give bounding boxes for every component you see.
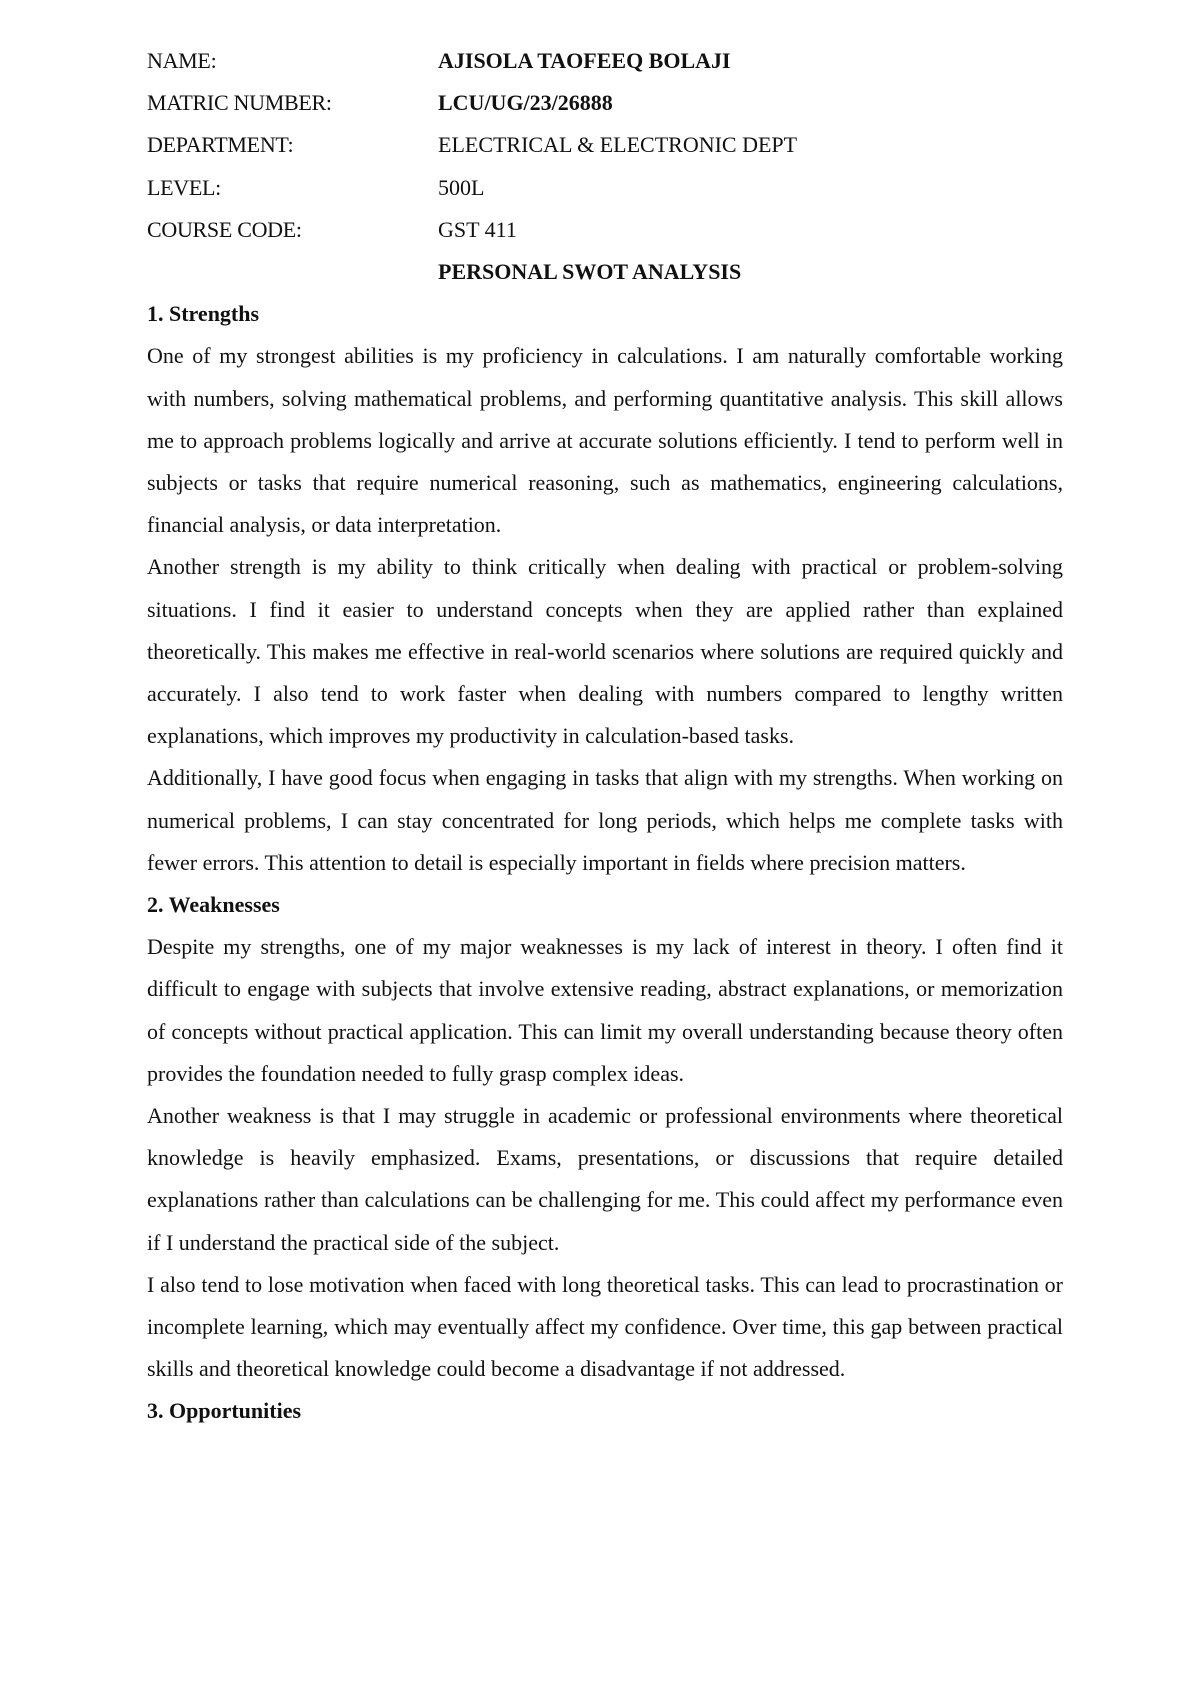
student-info — [147, 40, 1063, 251]
info-value: AJISOLA TAOFEEQ BOLAJI — [438, 48, 731, 73]
info-row-course-code — [147, 209, 1063, 251]
info-row-name — [147, 40, 1063, 82]
section-heading: 1. Strengths — [147, 301, 260, 327]
section-heading: 3. Opportunities — [147, 1398, 302, 1424]
info-value: ELECTRICAL & ELECTRONIC DEPT — [438, 132, 798, 158]
section-heading: 2. Weaknesses — [147, 891, 280, 917]
paragraph: Another strength is my ability to think critically when dealing with practical or problem-solving situations. I find it easier to understand concepts when they are applied rather than explained theoretically. This makes me effective in real-world scenarios where solutions are required quickly and accurately. I also tend to work faster when dealing with numbers compared to lengthy written explanations, which improves my productivity in calculation-based tasks. — [147, 554, 1063, 749]
document-page — [147, 40, 1063, 1433]
section-strengths — [147, 293, 1063, 884]
info-label: DEPARTMENT: — [147, 132, 294, 158]
paragraph: Despite my strengths, one of my major weaknesses is my lack of interest in theory. I often find it difficult to engage with subjects that involve extensive reading, abstract explanations, or memorization of concepts without practical application. This can limit my overall understanding because theory often provides the foundation needed to fully grasp complex ideas. — [147, 934, 1063, 1086]
info-row-level — [147, 167, 1063, 209]
paragraph: Another weakness is that I may struggle in academic or professional environments where theoretical knowledge is heavily emphasized. Exams, presentations, or discussions that require detailed explanations rather than calculations can be challenging for me. This could affect my performance even if I understand the practical side of the subject. — [147, 1102, 1063, 1255]
info-label: LEVEL: — [147, 174, 221, 200]
info-value: 500L — [438, 174, 485, 200]
document-title: PERSONAL SWOT ANALYSIS — [438, 258, 742, 284]
info-label: NAME: — [147, 48, 217, 73]
section-opportunities — [147, 1390, 1063, 1432]
paragraph: I also tend to lose motivation when faced with long theoretical tasks. This can lead to procrastination or incomplete learning, which may eventually affect my confidence. Over time, this gap between practical skills and theoretical knowledge could become a disadvantage if not addressed. — [147, 1271, 1063, 1382]
paragraph: Additionally, I have good focus when engaging in tasks that align with my strengths. When working on numerical problems, I can stay concentrated for long periods, which helps me complete tasks with fewer errors. This attention to detail is especially important in fields where precision matters. — [147, 765, 1063, 875]
info-value: LCU/UG/23/26888 — [438, 90, 613, 116]
info-row-department — [147, 124, 1063, 166]
info-row-matric — [147, 82, 1063, 124]
info-label: MATRIC NUMBER: — [147, 90, 332, 116]
section-weaknesses — [147, 884, 1063, 1390]
paragraph: One of my strongest abilities is my proficiency in calculations. I am naturally comfortable working with numbers, solving mathematical problems, and performing quantitative analysis. This skill allows me to approach problems logically and arrive at accurate solutions efficiently. I tend to perform well in subjects or tasks that require numerical reasoning, such as mathematics, engineering calculations, financial analysis, or data interpretation. — [147, 343, 1063, 538]
info-label: COURSE CODE: — [147, 216, 302, 242]
info-value: GST 411 — [438, 216, 517, 242]
